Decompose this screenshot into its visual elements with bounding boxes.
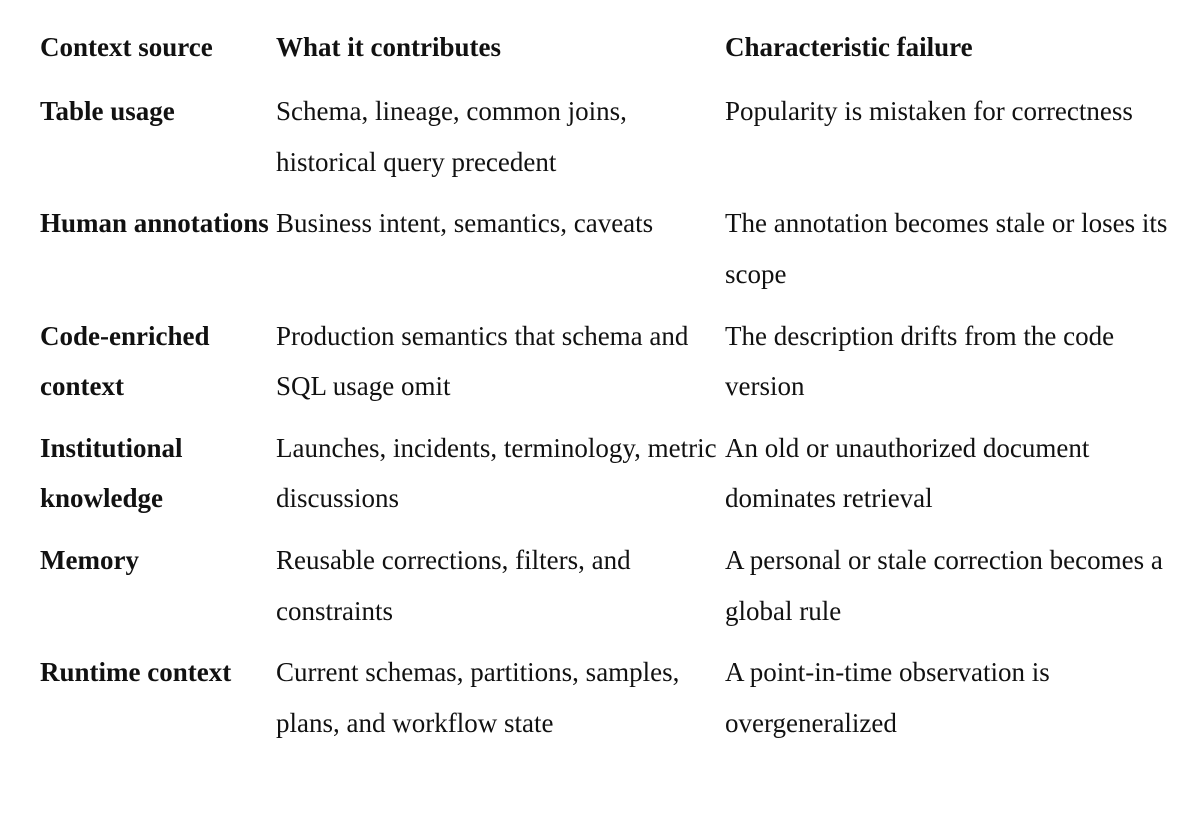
contribution-cell: Schema, lineage, common joins, historical query precedent — [276, 96, 627, 177]
table-header — [40, 22, 1180, 86]
table-body — [40, 86, 1180, 799]
source-cell: Table usage — [40, 96, 175, 126]
table-row — [40, 198, 1180, 310]
table-row — [40, 311, 1180, 423]
context-sources-table — [40, 22, 1180, 799]
table-row — [40, 86, 1180, 198]
failure-cell: A personal or stale correction becomes a global rule — [725, 545, 1163, 626]
source-cell: Code-enriched context — [40, 320, 210, 402]
table-row — [40, 647, 1180, 799]
table-row — [40, 535, 1180, 647]
table-row — [40, 423, 1180, 535]
contribution-cell: Business intent, semantics, caveats — [276, 208, 654, 239]
header-characteristic-failure: Characteristic failure — [725, 32, 973, 62]
failure-cell: The annotation becomes stale or loses its scope — [725, 208, 1168, 289]
failure-cell: An old or unauthorized document dominates retrieval — [725, 432, 1090, 514]
header-row — [40, 22, 1180, 86]
contribution-cell: Current schemas, partitions, samples, plans, and workflow state — [276, 657, 680, 739]
source-cell: Memory — [40, 545, 139, 576]
source-cell: Institutional knowledge — [40, 432, 183, 514]
source-cell: Runtime context — [40, 657, 232, 688]
contribution-cell: Production semantics that schema and SQL usage omit — [276, 320, 689, 402]
failure-cell: The description drifts from the code version — [725, 320, 1115, 402]
contribution-cell: Launches, incidents, terminology, metric discussions — [276, 432, 717, 514]
contribution-cell: Reusable corrections, filters, and constraints — [276, 545, 631, 626]
source-cell: Human annotations — [40, 208, 269, 239]
failure-cell: A point-in-time observation is overgeneralized — [725, 657, 1050, 739]
header-what-it-contributes: What it contributes — [276, 32, 501, 62]
failure-cell: Popularity is mistaken for correctness — [725, 96, 1133, 126]
header-context-source: Context source — [40, 32, 213, 62]
